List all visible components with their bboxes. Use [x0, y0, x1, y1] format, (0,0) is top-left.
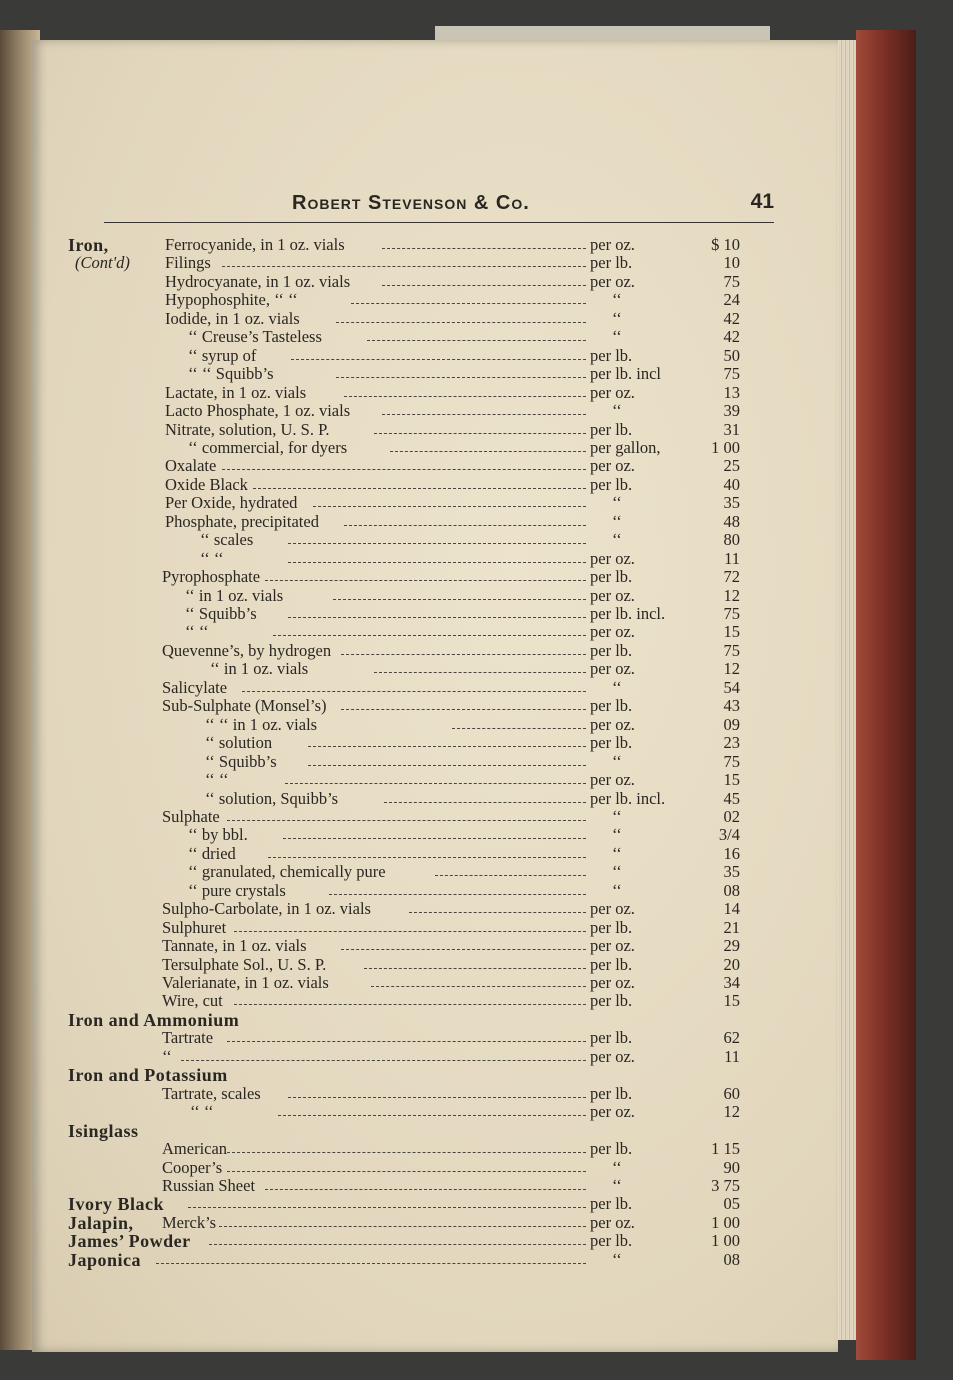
price-value: 75 [723, 751, 740, 771]
price-value: 31 [723, 419, 740, 439]
book-cover-right [856, 30, 916, 1360]
unit-of-sale: ‘‘ [612, 401, 622, 421]
dot-leader [283, 837, 586, 839]
unit-of-sale: per oz. [590, 1046, 635, 1066]
price-value: 1 00 [711, 1231, 740, 1251]
price-row [32, 1085, 838, 1103]
unit-of-sale: per oz. [590, 659, 635, 679]
unit-of-sale: per lb. [590, 345, 633, 365]
price-value: 10 [723, 253, 740, 273]
unit-of-sale: ‘‘ [612, 843, 622, 863]
unit-of-sale: ‘‘ [612, 806, 622, 826]
dot-leader [382, 413, 586, 415]
item-label: Hypophosphite, ‘‘ ‘‘ [165, 290, 298, 310]
dot-leader [364, 967, 586, 969]
price-row [32, 826, 838, 844]
price-value: 1 15 [711, 1139, 740, 1159]
price-row [32, 1011, 838, 1029]
price-value: 54 [723, 677, 740, 697]
dot-leader [222, 468, 586, 470]
unit-of-sale: ‘‘ [612, 511, 622, 531]
unit-of-sale: per oz. [590, 770, 635, 790]
dot-leader [344, 395, 586, 397]
unit-of-sale: per lb. [590, 696, 633, 716]
price-value: 75 [723, 640, 740, 660]
price-row [32, 236, 838, 254]
price-row [32, 605, 838, 623]
unit-of-sale: per lb. [590, 567, 633, 587]
dot-leader [265, 579, 586, 581]
dot-leader [435, 874, 586, 876]
dot-leader [313, 505, 586, 507]
category-heading: Ivory Black [68, 1194, 165, 1215]
unit-of-sale: per oz. [590, 622, 635, 642]
price-row [32, 1177, 838, 1195]
price-row [32, 716, 838, 734]
dot-leader [382, 247, 586, 249]
category-heading: Isinglass [68, 1120, 139, 1141]
item-label: ‘‘ Creuse’s Tasteless [188, 327, 322, 347]
price-row [32, 347, 838, 365]
unit-of-sale: per lb. [590, 1231, 633, 1251]
item-label: Oxalate [165, 456, 217, 476]
unit-of-sale: per oz. [590, 899, 635, 919]
price-row [32, 1048, 838, 1066]
dot-leader [341, 948, 586, 950]
price-value: 45 [723, 788, 740, 808]
dot-leader [409, 911, 586, 913]
price-value: 50 [723, 345, 740, 365]
item-label: ‘‘ solution [205, 733, 273, 753]
price-row [32, 790, 838, 808]
unit-of-sale: ‘‘ [612, 880, 622, 900]
price-row [32, 882, 838, 900]
unit-of-sale: ‘‘ [612, 530, 622, 550]
price-row [32, 1214, 838, 1232]
price-row [32, 863, 838, 881]
item-label: Tartrate [162, 1028, 214, 1048]
item-label: ‘‘ ‘‘ in 1 oz. vials [205, 714, 318, 734]
unit-of-sale: ‘‘ [612, 1249, 622, 1269]
dot-leader [336, 321, 586, 323]
running-title: Robert Stevenson & Co. [292, 192, 530, 214]
unit-of-sale: per oz. [590, 585, 635, 605]
price-row [32, 642, 838, 660]
unit-of-sale: per lb. [590, 419, 633, 439]
price-row [32, 310, 838, 328]
dot-leader [234, 1003, 586, 1005]
dot-leader [288, 542, 586, 544]
dot-leader [341, 708, 586, 710]
price-row [32, 808, 838, 826]
item-label: Sulphuret [162, 917, 227, 937]
unit-of-sale: per lb. [590, 1083, 633, 1103]
unit-of-sale: per oz. [590, 936, 635, 956]
price-row [32, 1140, 838, 1158]
price-row [32, 660, 838, 678]
unit-of-sale: ‘‘ [612, 290, 622, 310]
price-value: 15 [723, 622, 740, 642]
item-label: Tersulphate Sol., U. S. P. [162, 954, 327, 974]
item-label: ‘‘ in 1 oz. vials [210, 659, 309, 679]
category-heading: Iron and Potassium [68, 1065, 228, 1086]
price-row [32, 734, 838, 752]
price-row [32, 771, 838, 789]
unit-of-sale: ‘‘ [612, 327, 622, 347]
price-row [32, 254, 838, 272]
price-value: 16 [723, 843, 740, 863]
price-row [32, 494, 838, 512]
price-value: 62 [723, 1028, 740, 1048]
price-value: 72 [723, 567, 740, 587]
price-row [32, 919, 838, 937]
price-row [32, 328, 838, 346]
price-value: 23 [723, 733, 740, 753]
item-label: Nitrate, solution, U. S. P. [165, 419, 330, 439]
price-row [32, 753, 838, 771]
price-value: 08 [723, 880, 740, 900]
price-value: 40 [723, 474, 740, 494]
item-label: Tannate, in 1 oz. vials [162, 936, 307, 956]
dot-leader [288, 616, 586, 618]
item-label: Phosphate, precipitated [165, 511, 319, 531]
item-label: ‘‘ ‘‘ Squibb’s [188, 364, 274, 384]
item-label: ‘‘ Squibb’s [205, 751, 277, 771]
price-row [32, 476, 838, 494]
dot-leader [227, 1040, 586, 1042]
price-value: 14 [723, 899, 740, 919]
unit-of-sale: per lb. [590, 733, 633, 753]
price-row [32, 365, 838, 383]
dot-leader [268, 856, 586, 858]
price-row [32, 1029, 838, 1047]
dot-leader [384, 801, 586, 803]
price-value: 48 [723, 511, 740, 531]
dot-leader [367, 339, 586, 341]
item-label: ‘‘ solution, Squibb’s [205, 788, 339, 808]
price-value: 39 [723, 401, 740, 421]
price-row [32, 956, 838, 974]
price-value: 20 [723, 954, 740, 974]
price-value: 15 [723, 770, 740, 790]
price-value: 21 [723, 917, 740, 937]
price-value: 09 [723, 714, 740, 734]
price-value: 3 75 [711, 1175, 740, 1195]
unit-of-sale: per lb. [590, 253, 633, 273]
dot-leader [452, 727, 586, 729]
unit-of-sale: ‘‘ [612, 677, 622, 697]
item-label: ‘‘ ‘‘ [190, 1102, 214, 1122]
price-value: 75 [723, 271, 740, 291]
unit-of-sale: per oz. [590, 235, 635, 254]
item-label: Lactate, in 1 oz. vials [165, 382, 307, 402]
price-row [32, 439, 838, 457]
item-label: Tartrate, scales [162, 1083, 261, 1103]
unit-of-sale: per lb. [590, 1194, 633, 1214]
dot-leader [329, 893, 586, 895]
price-row [32, 992, 838, 1010]
dot-leader [156, 1262, 586, 1264]
dot-leader [374, 432, 586, 434]
dot-leader [390, 450, 586, 452]
dot-leader [333, 598, 586, 600]
price-row [32, 900, 838, 918]
unit-of-sale: ‘‘ [612, 862, 622, 882]
dot-leader [227, 819, 586, 821]
dot-leader [341, 653, 586, 655]
price-row [32, 291, 838, 309]
price-value: 12 [723, 659, 740, 679]
dot-leader [227, 1170, 586, 1172]
price-value: 80 [723, 530, 740, 550]
unit-of-sale: ‘‘ [612, 1157, 622, 1177]
item-label: American [162, 1139, 228, 1159]
item-label: ‘‘ ‘‘ [185, 622, 209, 642]
dot-leader [285, 782, 586, 784]
item-label: ‘‘ [162, 1046, 172, 1066]
dot-leader [234, 930, 586, 932]
item-label: ‘‘ ‘‘ [205, 770, 229, 790]
unit-of-sale: per oz. [590, 271, 635, 291]
item-label: Quevenne’s, by hydrogen [162, 640, 332, 660]
dot-leader [188, 1206, 587, 1208]
dot-leader [209, 1243, 587, 1245]
unit-of-sale: per oz. [590, 1212, 635, 1232]
unit-of-sale: per lb. [590, 917, 633, 937]
unit-of-sale: per lb. [590, 640, 633, 660]
item-label: Per Oxide, hydrated [165, 493, 298, 513]
item-label: ‘‘ Squibb’s [185, 604, 257, 623]
price-value: 02 [723, 806, 740, 826]
dot-leader [222, 265, 586, 267]
unit-of-sale: per oz. [590, 382, 635, 402]
price-row [32, 531, 838, 549]
unit-of-sale: per gallon, [590, 437, 661, 457]
category-heading: James’ Powder [68, 1231, 191, 1252]
item-label: Ferrocyanide, in 1 oz. vials [165, 235, 345, 254]
price-value: 60 [723, 1083, 740, 1103]
price-row [32, 623, 838, 641]
item-label: Hydrocyanate, in 1 oz. vials [165, 271, 351, 291]
unit-of-sale: per lb. incl. [590, 604, 666, 623]
price-value: 42 [723, 308, 740, 328]
unit-of-sale: ‘‘ [612, 308, 622, 328]
price-row [32, 1251, 838, 1269]
unit-of-sale: per lb. incl [590, 364, 662, 384]
price-value: 75 [723, 604, 740, 623]
page-header [292, 192, 774, 222]
price-row [32, 513, 838, 531]
price-value: 1 00 [711, 1212, 740, 1232]
item-label: Sub-Sulphate (Monsel’s) [162, 696, 327, 716]
item-label: ‘‘ ‘‘ [200, 548, 224, 568]
unit-of-sale: per oz. [590, 456, 635, 476]
price-value: 08 [723, 1249, 740, 1269]
dot-leader [308, 745, 586, 747]
price-value: 11 [724, 1046, 740, 1066]
category-heading: Iron, [68, 235, 109, 255]
item-label: Salicylate [162, 677, 228, 697]
unit-of-sale: per lb. [590, 1139, 633, 1159]
price-row [32, 402, 838, 420]
dot-leader [242, 690, 586, 692]
price-value: 15 [723, 991, 740, 1011]
price-row [32, 845, 838, 863]
unit-of-sale: per oz. [590, 714, 635, 734]
item-label: Oxide Black [165, 474, 248, 494]
page-number: 41 [750, 190, 774, 213]
unit-of-sale: per oz. [590, 1102, 635, 1122]
unit-of-sale: per oz. [590, 548, 635, 568]
price-value: 43 [723, 696, 740, 716]
price-row [32, 1066, 838, 1084]
item-label: Filings [165, 253, 211, 273]
unit-of-sale: per lb. [590, 954, 633, 974]
dot-leader [288, 1096, 586, 1098]
price-value: 24 [723, 290, 740, 310]
item-label: Valerianate, in 1 oz. vials [162, 973, 329, 992]
price-value: 11 [724, 548, 740, 568]
price-value: 12 [723, 585, 740, 605]
price-row [32, 568, 838, 586]
price-value: 35 [723, 862, 740, 882]
dot-leader [181, 1059, 586, 1061]
dot-leader [219, 1225, 586, 1227]
continued-note: (Cont'd) [75, 253, 130, 273]
price-value: 25 [723, 456, 740, 476]
unit-of-sale: ‘‘ [612, 1175, 622, 1195]
dot-leader [278, 1114, 586, 1116]
dot-leader [291, 358, 586, 360]
item-label: Merck’s [162, 1212, 217, 1232]
price-row [32, 384, 838, 402]
header-rule [104, 222, 774, 223]
dot-leader [382, 284, 586, 286]
dot-leader [308, 764, 586, 766]
price-value: 75 [723, 364, 740, 384]
price-value: 05 [723, 1194, 740, 1214]
item-label: Iodide, in 1 oz. vials [165, 308, 300, 328]
dot-leader [288, 561, 586, 563]
item-label: Russian Sheet [162, 1175, 256, 1195]
price-value: $ 10 [711, 235, 740, 254]
unit-of-sale: per lb. [590, 991, 633, 1011]
price-value: 29 [723, 936, 740, 956]
price-value: 35 [723, 493, 740, 513]
price-row [32, 1103, 838, 1121]
item-label: Sulpho-Carbolate, in 1 oz. vials [162, 899, 371, 919]
price-row [32, 421, 838, 439]
item-label: Pyrophosphate [162, 567, 261, 587]
dot-leader [265, 1188, 586, 1190]
category-heading: Japonica [68, 1249, 142, 1270]
unit-of-sale: per oz. [590, 973, 635, 992]
price-row [32, 1195, 838, 1213]
price-row [32, 697, 838, 715]
category-heading: Iron and Ammonium [68, 1009, 240, 1030]
dot-leader [351, 302, 586, 304]
dot-leader [344, 524, 586, 526]
item-label: Sulphate [162, 806, 220, 826]
catalog-page [32, 40, 838, 1352]
unit-of-sale: ‘‘ [612, 825, 622, 845]
price-row [32, 550, 838, 568]
price-row [32, 273, 838, 291]
item-label: ‘‘ pure crystals [188, 880, 286, 900]
item-label: Wire, cut [162, 991, 223, 1011]
price-row [32, 937, 838, 955]
item-label: ‘‘ scales [200, 530, 254, 550]
item-label: Lacto Phosphate, 1 oz. vials [165, 401, 351, 421]
item-label: ‘‘ granulated, chemically pure [188, 862, 386, 882]
category-heading: Jalapin, [68, 1212, 134, 1233]
price-value: 42 [723, 327, 740, 347]
dot-leader [227, 1151, 586, 1153]
price-row [32, 679, 838, 697]
dot-leader [253, 487, 586, 489]
price-row [32, 1159, 838, 1177]
item-label: ‘‘ syrup of [188, 345, 257, 365]
price-row [32, 457, 838, 475]
price-value: 34 [723, 973, 740, 992]
price-row [32, 587, 838, 605]
dot-leader [371, 985, 586, 987]
price-value: 3/4 [718, 825, 740, 845]
price-value: 12 [723, 1102, 740, 1122]
dot-leader [336, 376, 586, 378]
item-label: ‘‘ in 1 oz. vials [185, 585, 284, 605]
unit-of-sale: ‘‘ [612, 493, 622, 513]
item-label: Cooper’s [162, 1157, 223, 1177]
unit-of-sale: ‘‘ [612, 751, 622, 771]
price-value: 1 00 [711, 437, 740, 457]
unit-of-sale: per lb. incl. [590, 788, 666, 808]
item-label: ‘‘ by bbl. [188, 825, 248, 845]
dot-leader [374, 671, 586, 673]
unit-of-sale: per lb. [590, 1028, 633, 1048]
price-row [32, 1232, 838, 1250]
item-label: ‘‘ commercial, for dyers [188, 437, 348, 457]
item-label: ‘‘ dried [188, 843, 236, 863]
price-value: 90 [723, 1157, 740, 1177]
unit-of-sale: per lb. [590, 474, 633, 494]
price-row [32, 974, 838, 992]
price-row [32, 1122, 838, 1140]
dot-leader [273, 634, 586, 636]
price-value: 13 [723, 382, 740, 402]
